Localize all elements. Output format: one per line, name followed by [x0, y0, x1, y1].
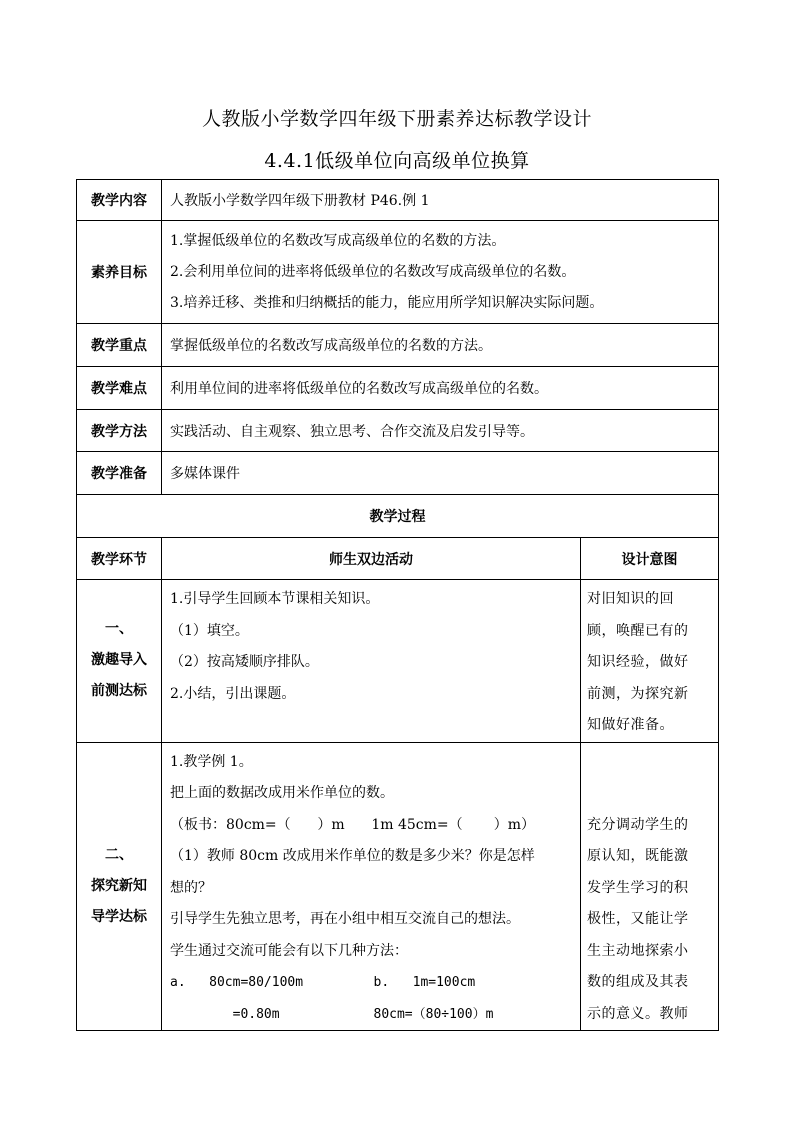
label-method: 教学方法 [77, 410, 162, 452]
row-stage-2 [77, 742, 719, 1031]
intent-line: 生主动地探索小 [587, 942, 689, 959]
goal-line: 2.会利用单位间的进率将低级单位的名数改写成高级单位的名数。 [170, 263, 576, 280]
row-keypoint [77, 324, 719, 367]
stage-line: 探究新知 [91, 877, 147, 894]
intent-line: 示的意义。教师 [587, 1005, 689, 1022]
goal-line: 3.培养迁移、类推和归纳概括的能力，能应用所学知识解决实际问题。 [170, 294, 604, 311]
stage-1-label [77, 580, 162, 743]
intent-line: 原认知，既能激 [587, 848, 689, 864]
value-content: 人教版小学数学四年级下册教材 P46.例 1 [162, 180, 719, 221]
value-keypoint: 掌握低级单位的名数改写成高级单位的名数的方法。 [162, 324, 719, 367]
activity-line: 引导学生先独立思考，再在小组中相互交流自己的想法。 [170, 911, 520, 927]
label-preparation: 教学准备 [77, 452, 162, 495]
value-preparation: 多媒体课件 [162, 452, 719, 495]
header-activity: 师生双边活动 [162, 538, 581, 580]
activity-line: （1）填空。 [170, 622, 249, 639]
label-goals: 素养目标 [77, 221, 162, 324]
intent-line: 顾，唤醒已有的 [587, 622, 689, 639]
header-stage: 教学环节 [77, 538, 162, 580]
activity-line: 把上面的数据改成用米作单位的数。 [170, 785, 394, 801]
activity-line: （板书：80cm=（ ）m 1m 45cm=（ ）m） [170, 816, 536, 833]
intent-line [587, 778, 714, 810]
activity-line: 2.小结，引出课题。 [170, 685, 296, 702]
row-process-headers [77, 538, 719, 580]
intent-line: 对旧知识的回 [587, 591, 674, 607]
intent-line: 知做好准备。 [587, 717, 674, 733]
stage-2-intent [581, 742, 719, 1031]
value-goals [162, 221, 719, 324]
process-title: 教学过程 [77, 495, 719, 538]
intent-line: 知识经验，做好 [587, 654, 689, 670]
header-intent: 设计意图 [581, 538, 719, 580]
row-difficulty [77, 367, 719, 410]
intent-line: 数的组成及其表 [587, 974, 689, 990]
intent-line: 发学生学习的积 [587, 879, 689, 896]
activity-line: a. 80cm=80/100m b. 1m=100cm [170, 975, 476, 990]
stage-line: 二、 [105, 846, 133, 863]
stage-line: 前测达标 [91, 683, 147, 700]
label-difficulty: 教学难点 [77, 367, 162, 410]
row-preparation [77, 452, 719, 495]
row-content [77, 180, 719, 221]
stage-line: 一、 [105, 621, 133, 638]
activity-line: 1.引导学生回顾本节课相关知识。 [170, 591, 380, 607]
row-goals [77, 221, 719, 324]
activity-line: =0.80m 80cm=（80÷100）m [170, 1006, 494, 1022]
stage-1-activity [162, 580, 581, 743]
activity-line: 学生通过交流可能会有以下几种方法： [170, 942, 408, 959]
value-method: 实践活动、自主观察、独立思考、合作交流及启发引导等。 [162, 410, 719, 452]
row-method [77, 410, 719, 452]
row-stage-1 [77, 580, 719, 743]
lesson-plan-table [76, 179, 719, 1031]
activity-line: 1.教学例 1。 [170, 753, 253, 770]
value-difficulty: 利用单位间的进率将低级单位的名数改写成高级单位的名数。 [162, 367, 719, 410]
label-content: 教学内容 [77, 180, 162, 221]
stage-line: 激趣导入 [91, 652, 147, 669]
lesson-title: 4.4.1低级单位向高级单位换算 [264, 150, 530, 172]
intent-line [587, 747, 714, 779]
row-process-title [77, 495, 719, 538]
stage-2-activity [162, 742, 581, 1031]
stage-1-intent [581, 580, 719, 743]
goal-line: 1.掌握低级单位的名数改写成高级单位的名数的方法。 [170, 232, 506, 249]
activity-line: 想的？ [170, 879, 212, 896]
intent-line: 充分调动学生的 [587, 816, 689, 833]
intent-line: 极性，又能让学 [587, 911, 689, 927]
stage-2-label [77, 742, 162, 1031]
intent-line: 前测，为探究新 [587, 685, 689, 702]
label-keypoint: 教学重点 [77, 324, 162, 367]
activity-line: （1）教师 80cm 改成用米作单位的数是多少米？你是怎样 [170, 848, 535, 864]
document-title: 人教版小学数学四年级下册素养达标教学设计 [201, 108, 592, 130]
activity-line: （2）按高矮顺序排队。 [170, 654, 319, 670]
stage-line: 导学达标 [91, 908, 147, 925]
